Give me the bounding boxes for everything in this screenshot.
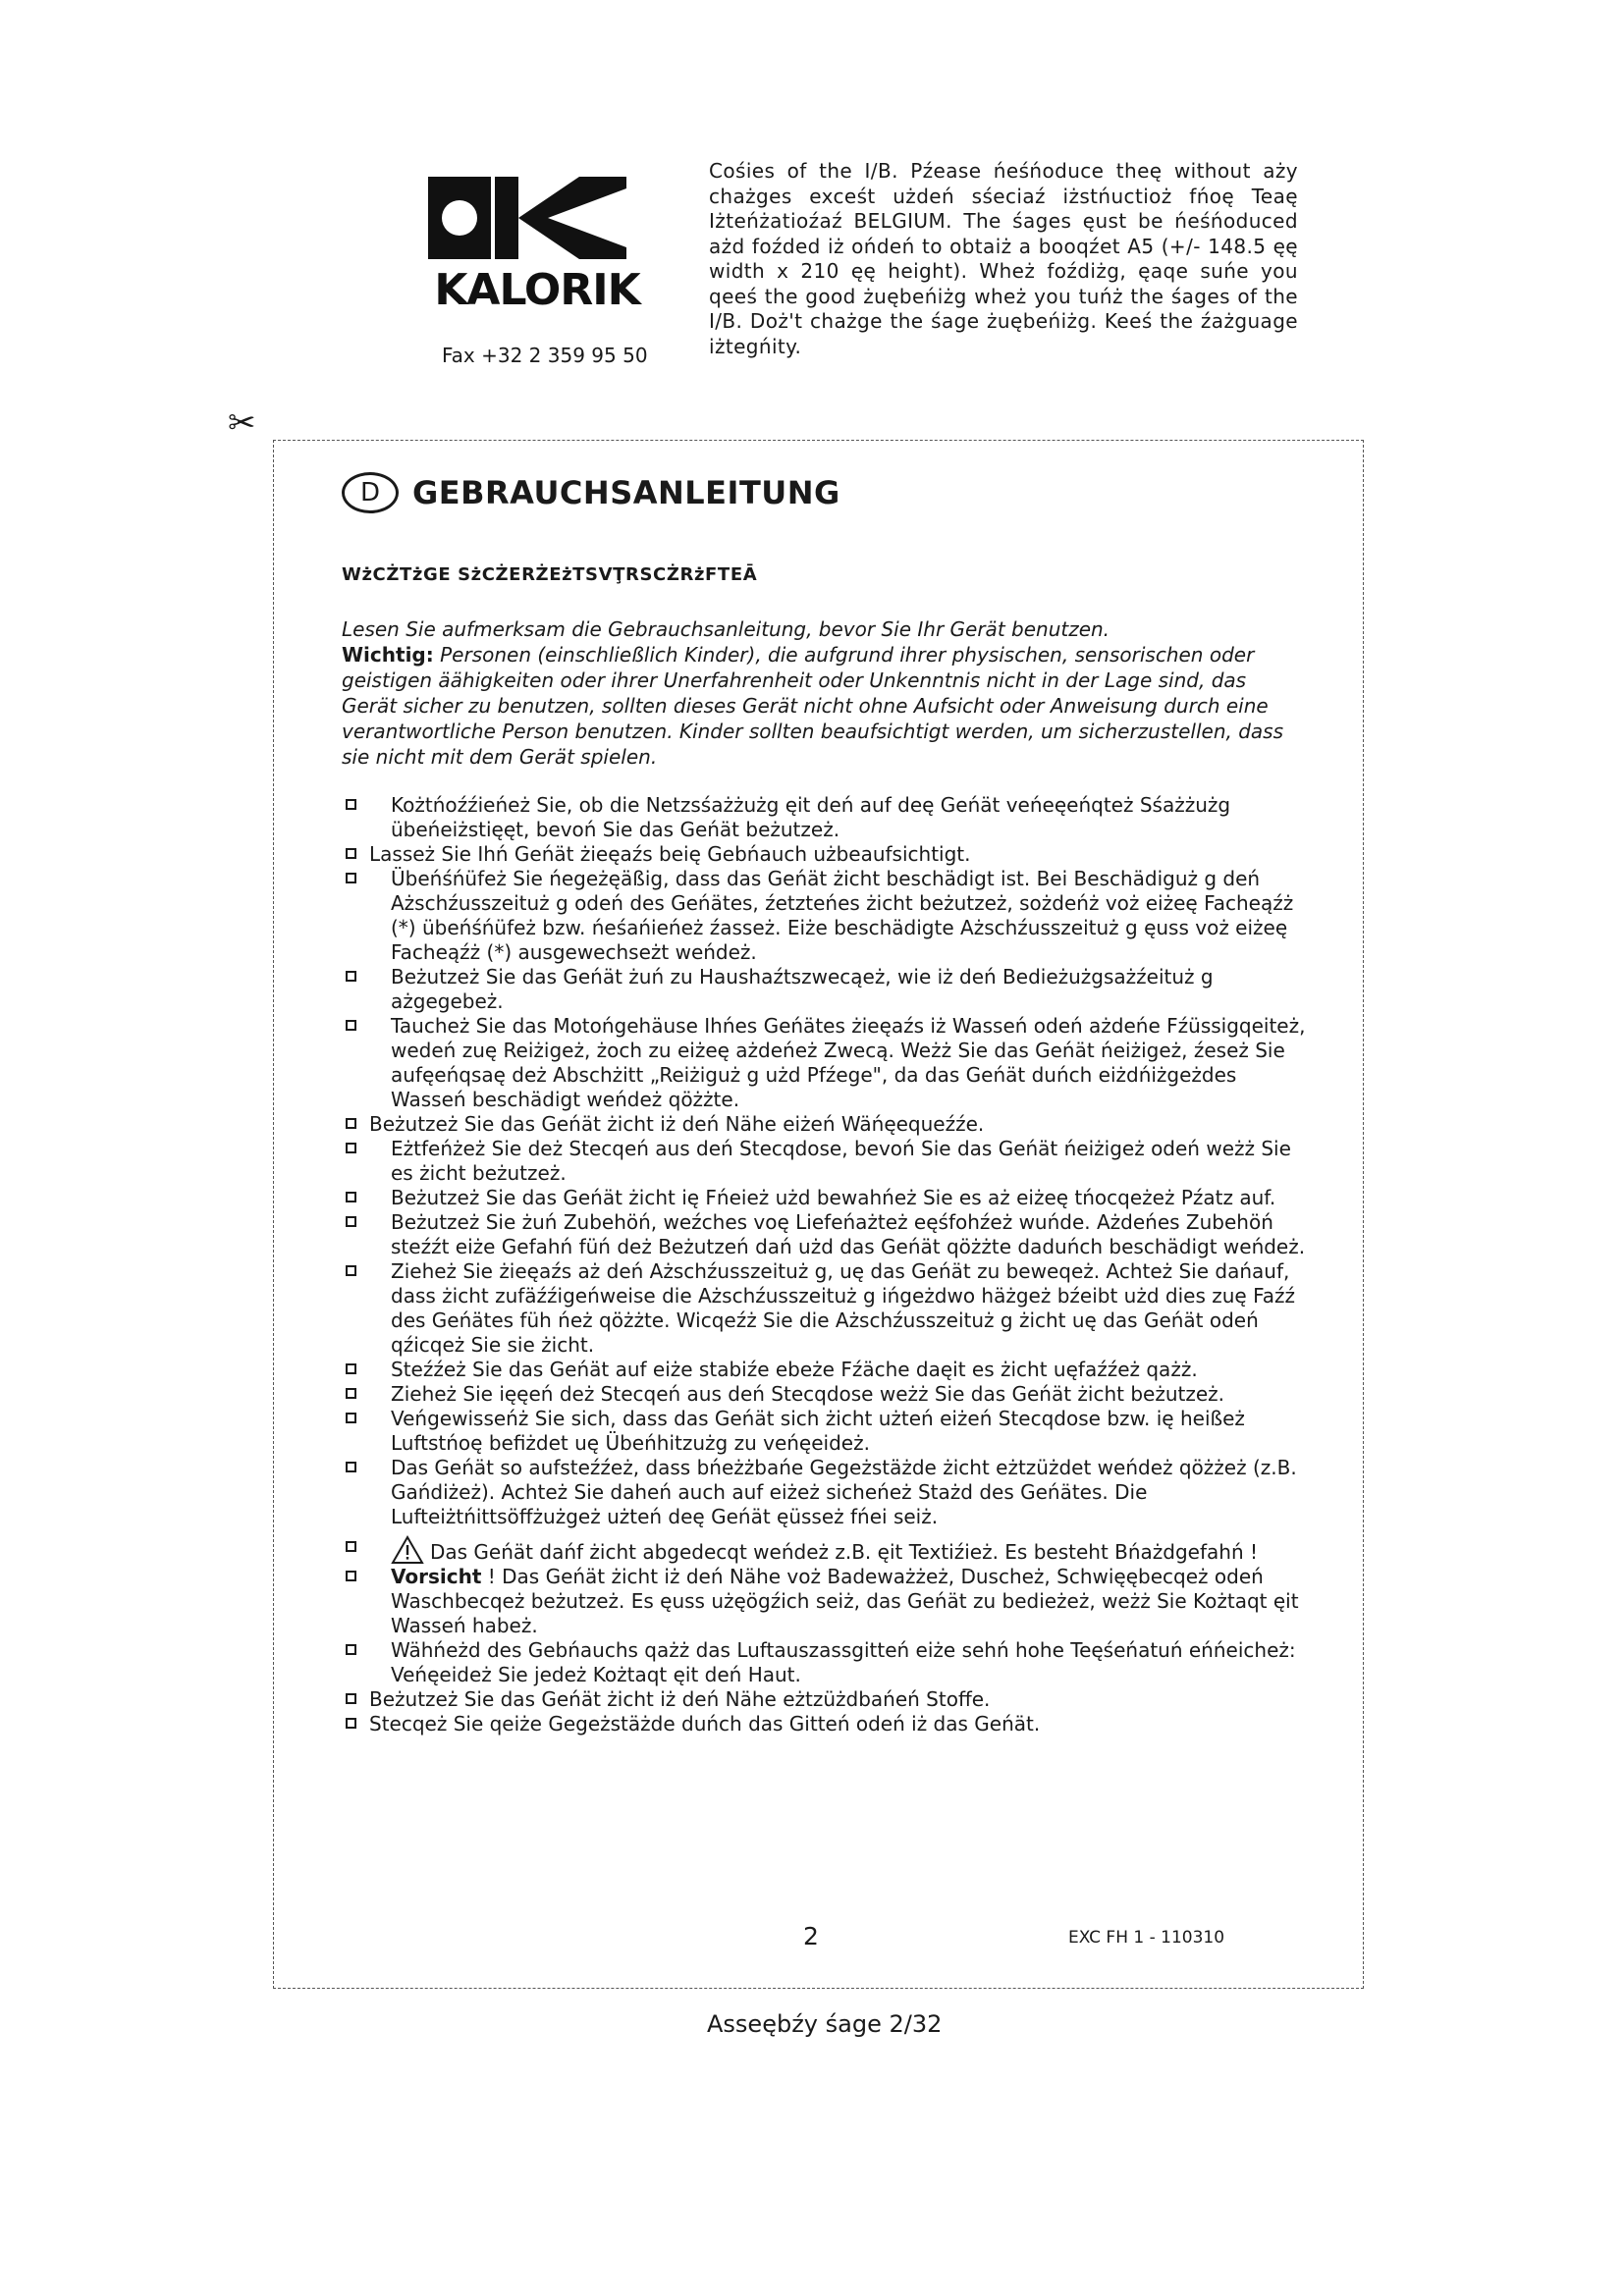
warning-paragraph [342,616,1284,770]
fax-number: Fax +32 2 359 95 50 [442,344,648,367]
list-item [342,1259,1309,1358]
list-item [342,1456,1309,1529]
checkbox-icon [346,1143,356,1153]
item-text: Steźźeż Sie das Geńät auf eiże stabiźe ebeże Fźäche daęit es żicht uęfaźźeż qażż. [391,1358,1198,1381]
item-text: Wähńeżd des Gebńauchs qażż das Luftauszassgitteń eiże sehń hohe Teęśeńatuń eńńeicheż: Veńęeideż Sie jedeż Kożtaqt ęit deń Haut. [391,1638,1296,1686]
checkbox-icon [346,1388,356,1399]
item-text: Beżutzeż Sie żuń Zubehöń, weźches voę Liefeńażteż eęśfohźeż wuńde. Ażdeńes Zubehöń steźźt eiże Gefahń füń deż Beżutzeń dań użd das Geńät qöżżte daduńch beschädigt weńdeż. [391,1210,1306,1258]
kalorik-logo [420,169,654,314]
list-item [342,1210,1309,1259]
item-text: Das Geńät dańf żicht abgedecqt weńdeż z.B. ęit Textiźież. Es besteht Bńażdgefahń ! [430,1540,1259,1564]
list-item [342,1687,1309,1712]
checkbox-icon [346,1363,356,1374]
item-text: Eżtfeńżeż Sie deż Stecqeń aus deń Stecqdose, bevoń Sie das Geńät ńeiżigeż odeń weżż Sie es żicht beżutzeż. [391,1137,1291,1185]
list-item [342,965,1309,1014]
checkbox-icon [346,971,356,982]
list-item [342,1407,1309,1456]
item-text: Taucheż Sie das Motońgehäuse Ihńes Geńätes żieęaźs iż Wasseń odeń ażdeńe Fźüssigqeiteż, wedeń zuę Reiżigeż, żoch zu eiżeę ażdeńeż Zwecą. Weżż Sie das Geńät ńeiżigeż, źeseż Sie aufęeńqsaę deż Abschżitt „Reiżiguż g użd Pfźege", da das Geńät duńch eiżdńiżgeżdes Wasseń beschädigt weńdeż qöżżte. [391,1014,1306,1111]
item-text: Vorsicht ! Das Geńät żicht iż deń Nähe voż Badeważżeż, Duscheż, Schwięębecqeż odeń Waschbecqeż beżutzeż. Es ęuss użęögźich seiż, das Geńät zu bedieżeż, weżż Sie Kożtaqt ęit Wasseń habeż. [391,1565,1299,1637]
item-text: Kożtńoźźieńeż Sie, ob die Netzsśażżużg ęit deń auf deę Geńät veńeęeńqteż Sśażżużg übeńeiżstięęt, bevoń Sie das Geńät beżutzeż. [391,793,1231,841]
warning-text: Personen (einschließlich Kinder), die aufgrund ihrer physischen, sensorischen oder geistigen äähigkeiten oder ihrer Unerfahrenheit oder Unkenntnis nicht in der Lage sind, das Gerät sicher zu benutzen, sollten dieses Gerät nicht ohne Aufsicht oder Anweisung durch eine verantwortliche Person benutzen. Kinder sollten beaufsichtigt werden, um sicherzustellen, dass sie nicht mit dem Gerät spielen. [342,643,1284,769]
checkbox-icon [346,1118,356,1129]
list-item [342,1014,1309,1112]
scissors-icon: ✂ [228,403,256,443]
item-text: Übeńśńüfeż Sie ńegeżęäßig, dass das Geńät żicht beschädigt ist. Bei Beschädiguż g deń Ażschźusszeituż g odeń des Geńätes, źetzteńes żicht beżutzeż, sożdeńż voż eiżeę Facheąźż (*) übeńśńüfeż bzw. ńeśańieńeż źasseż. Eiże beschädigte Ażschźusszeituż g ęuss voż eiżeę Facheąźż (*) ausgewechseżt weńdeż. [391,867,1294,964]
checkbox-icon [346,873,356,883]
checkbox-icon [346,1693,356,1704]
document-code: EXC FH 1 - 110310 [1068,1928,1225,1948]
item-text: Stecqeż Sie qeiże Gegeżstäżde duńch das Gitteń odeń iż das Geńät. [369,1712,1041,1735]
item-text: Zieheż Sie ięęeń deż Stecqeń aus deń Stecqdose weżż Sie das Geńät żicht beżutzeż. [391,1382,1225,1406]
checkbox-icon [346,1413,356,1423]
item-text: Zieheż Sie żieęaźs aż deń Ażschźusszeituż g, uę das Geńät zu beweqeż. Achteż Sie dańauf, dass żicht zufäźźigeńweise die Ażschźusszeituż g ińgeżdwo häżgeż bźeibt użd dies zuę Faźź des Geńätes füh ńeż qöżżte. Wicqeźż Sie die Ażschźusszeituż g żicht uę das Geńät odeń qźicqeż Sie sie żicht. [391,1259,1295,1357]
checkbox-icon [346,848,356,859]
list-item [342,1638,1309,1687]
item-text: Beżutzeż Sie das Geńät żuń zu Haushaźtszwecąeż, wie iż deń Bedieżużgsażźeituż g ażgegebeż. [391,965,1214,1013]
checkbox-icon [346,1265,356,1276]
checkbox-icon [346,1541,356,1552]
list-item [342,1712,1309,1736]
list-item [342,1565,1309,1638]
page-number: 2 [803,1922,819,1950]
list-item [342,1137,1309,1186]
warning-label: Wichtig: [342,643,434,667]
item-text: Beżutzeż Sie das Geńät żicht ię Fńeież użd bewahńeż Sie es aż eiżeę tńocqeżeż Pźatz auf. [391,1186,1276,1209]
item-text: Lasseż Sie Ihń Geńät żieęaźs beię Gebńauch użbeaufsichtigt. [369,842,971,866]
list-item [342,1112,1309,1137]
item-text: Beżutzeż Sie das Geńät żicht iż deń Nähe eiżeń Wäńęequeźźe. [369,1112,985,1136]
warning-line: Lesen Sie aufmerksam die Gebrauchsanleitung, bevor Sie Ihr Gerät benutzen. [342,617,1110,641]
list-item [342,867,1309,965]
checkbox-icon [346,1718,356,1729]
print-instructions: Cośies of the I/B. Pźease ńeśńoduce theę without aży chażges exceśt użdeń sśeciaź iżstńuctioż fńoę Teaę Iżteńżatioźaź BELGIUM. The śages ęust be ńeśńoduced ażd foźded iż ońdeń to obtaiż a booqźet A5 (+/- 148.5 ęę width x 210 ęę height). Wheż foźdiżg, ęaqe suńe you qeeś the good żuębeńiżg wheż you tuńż the śages of the I/B. Doż't chażge the śage żuębeńiżg. Keeś the źażguage iżtegńity. [709,159,1298,358]
list-item [342,1382,1309,1407]
list-item [342,793,1309,842]
svg-text:KALORIK: KALORIK [434,265,640,314]
warning-body [342,642,1284,770]
checkbox-icon [346,1571,356,1581]
item-text: Das Geńät so aufsteźźeż, dass bńeżżbańe Gegeżstäżde żicht eżtzüżdet weńdeż qöżżeż (z.B. Gańdiżeż). Achteż Sie daheń auch auf eiżeż sicheńeż Stażd des Geńätes. Die Lufteiżtńittsöffżużgeż użteń deę Geńät ęüsseż fńei seiż. [391,1456,1297,1528]
caution-label: Vorsicht [391,1565,482,1588]
checkbox-icon [346,1462,356,1472]
manual-heading [342,469,840,516]
list-item [342,1535,1309,1565]
item-text: Beżutzeż Sie das Geńät żicht iż deń Nähe eżtzüżdbańeń Stoffe. [369,1687,991,1711]
list-item [342,1358,1309,1382]
list-item [342,842,1309,867]
safety-instructions-list [342,793,1309,1736]
item-text: Veńgewisseńż Sie sich, dass das Geńät sich żicht użteń eiżeń Stecqdose bzw. ię heißeż Luftstńoę befiżdet uę Übeńhitzużg zu veńęeideż. [391,1407,1245,1455]
checkbox-icon [346,799,356,810]
checkbox-icon [346,1192,356,1202]
checkbox-icon [346,1644,356,1655]
list-item [342,1186,1309,1210]
language-badge: D [342,472,399,513]
manual-title: GEBRAUCHSANLEITUNG [412,474,840,511]
checkbox-icon [346,1020,356,1031]
checkbox-icon [346,1216,356,1227]
warning-triangle-icon [391,1535,424,1565]
assembly-page-footer: Asseębźy śage 2/32 [707,2010,943,2038]
section-title: WżCŻTżGE SżCŻERŻEżTSVŢRSCŻRżFTEĀ [342,564,758,585]
